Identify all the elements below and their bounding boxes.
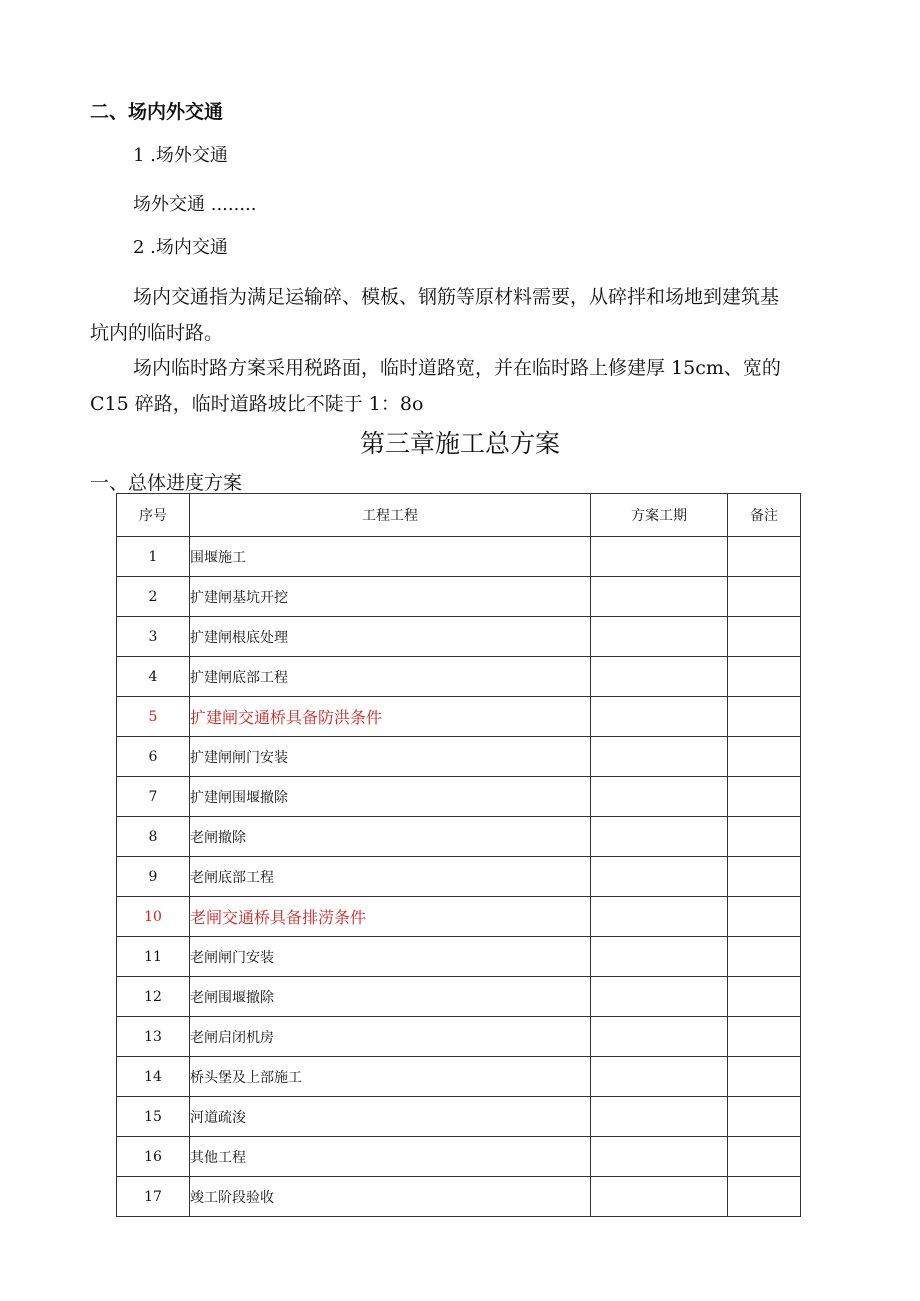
- table-row: [117, 617, 801, 657]
- row-duration: [591, 1177, 728, 1217]
- row-remarks: [728, 617, 801, 657]
- row-number: 3: [117, 617, 190, 657]
- row-number: 8: [117, 817, 190, 857]
- table-row: [117, 577, 801, 617]
- row-project-name: 围堰施工: [190, 537, 591, 577]
- table-row: [117, 817, 801, 857]
- row-duration: [591, 617, 728, 657]
- row-duration: [591, 657, 728, 697]
- row-duration: [591, 977, 728, 1017]
- header-duration: 方案工期: [591, 494, 728, 537]
- row-number: 6: [117, 737, 190, 777]
- paragraph-1-line-2: 坑内的临时路。: [90, 322, 224, 344]
- row-project-name: 老闸交通桥具备排涝条件: [190, 897, 591, 937]
- row-remarks: [728, 937, 801, 977]
- row-number: 1: [117, 537, 190, 577]
- row-duration: [591, 937, 728, 977]
- row-remarks: [728, 737, 801, 777]
- schedule-table: [116, 493, 801, 1217]
- table-row: [117, 857, 801, 897]
- row-project-name: 老闸启闭机房: [190, 1017, 591, 1057]
- row-remarks: [728, 697, 801, 737]
- table-row: [117, 1177, 801, 1217]
- row-number: 9: [117, 857, 190, 897]
- row-number: 4: [117, 657, 190, 697]
- table-row: [117, 777, 801, 817]
- row-project-name: 河道疏浚: [190, 1097, 591, 1137]
- row-number: 5: [117, 697, 190, 737]
- row-duration: [591, 857, 728, 897]
- row-number: 17: [117, 1177, 190, 1217]
- paragraph-2-line-2: C15 碎路，临时道路坡比不陡于 1：8o: [90, 393, 424, 415]
- row-duration: [591, 577, 728, 617]
- row-number: 10: [117, 897, 190, 937]
- row-duration: [591, 1137, 728, 1177]
- row-project-name: 扩建闸基坑开挖: [190, 577, 591, 617]
- row-remarks: [728, 1057, 801, 1097]
- table-row: [117, 1137, 801, 1177]
- row-number: 7: [117, 777, 190, 817]
- row-project-name: 老闸底部工程: [190, 857, 591, 897]
- section-heading-schedule: 一、总体进度方案: [90, 472, 243, 494]
- table-row: [117, 1057, 801, 1097]
- table-header-row: [117, 494, 801, 537]
- row-remarks: [728, 1177, 801, 1217]
- header-project: 工程工程: [190, 494, 591, 537]
- row-project-name: 扩建闸交通桥具备防洪条件: [190, 697, 591, 737]
- row-duration: [591, 1017, 728, 1057]
- row-duration: [591, 737, 728, 777]
- row-remarks: [728, 1137, 801, 1177]
- table-row: [117, 737, 801, 777]
- row-number: 2: [117, 577, 190, 617]
- row-duration: [591, 897, 728, 937]
- subheading-external-traffic: 1 .场外交通: [133, 145, 228, 166]
- row-number: 14: [117, 1057, 190, 1097]
- table-row: [117, 1017, 801, 1057]
- row-project-name: 桥头堡及上部施工: [190, 1057, 591, 1097]
- table-row: [117, 697, 801, 737]
- row-remarks: [728, 777, 801, 817]
- row-remarks: [728, 1097, 801, 1137]
- row-project-name: 扩建闸闸门安装: [190, 737, 591, 777]
- row-number: 11: [117, 937, 190, 977]
- section-heading-traffic: 二、场内外交通: [90, 101, 224, 123]
- row-number: 13: [117, 1017, 190, 1057]
- row-remarks: [728, 577, 801, 617]
- row-duration: [591, 697, 728, 737]
- row-duration: [591, 1097, 728, 1137]
- paragraph-1-line-1: 场内交通指为满足运输碎、模板、钢筋等原材料需要，从碎拌和场地到建筑基: [133, 286, 780, 308]
- row-project-name: 老闸撤除: [190, 817, 591, 857]
- row-project-name: 老闸围堰撤除: [190, 977, 591, 1017]
- table-row: [117, 897, 801, 937]
- row-remarks: [728, 857, 801, 897]
- paragraph-2-line-1: 场内临时路方案采用税路面，临时道路宽，并在临时路上修建厚 15cm、宽的: [133, 357, 781, 379]
- row-project-name: 老闸闸门安装: [190, 937, 591, 977]
- row-remarks: [728, 657, 801, 697]
- external-traffic-text: 场外交通 ........: [133, 194, 257, 215]
- row-number: 15: [117, 1097, 190, 1137]
- row-project-name: 扩建闸围堰撤除: [190, 777, 591, 817]
- row-project-name: 其他工程: [190, 1137, 591, 1177]
- header-remarks: 备注: [728, 494, 801, 537]
- row-project-name: 扩建闸根底处理: [190, 617, 591, 657]
- row-remarks: [728, 897, 801, 937]
- row-project-name: 竣工阶段验收: [190, 1177, 591, 1217]
- row-remarks: [728, 817, 801, 857]
- row-remarks: [728, 1017, 801, 1057]
- row-project-name: 扩建闸底部工程: [190, 657, 591, 697]
- row-number: 16: [117, 1137, 190, 1177]
- subheading-internal-traffic: 2 .场内交通: [133, 237, 228, 258]
- row-remarks: [728, 977, 801, 1017]
- row-duration: [591, 1057, 728, 1097]
- chapter-title: 第三章施工总方案: [359, 429, 560, 458]
- table-row: [117, 1097, 801, 1137]
- table-row: [117, 977, 801, 1017]
- table-row: [117, 657, 801, 697]
- table-row: [117, 937, 801, 977]
- row-number: 12: [117, 977, 190, 1017]
- row-duration: [591, 537, 728, 577]
- table-row: [117, 537, 801, 577]
- row-duration: [591, 817, 728, 857]
- header-seq: 序号: [117, 494, 190, 537]
- row-duration: [591, 777, 728, 817]
- row-remarks: [728, 537, 801, 577]
